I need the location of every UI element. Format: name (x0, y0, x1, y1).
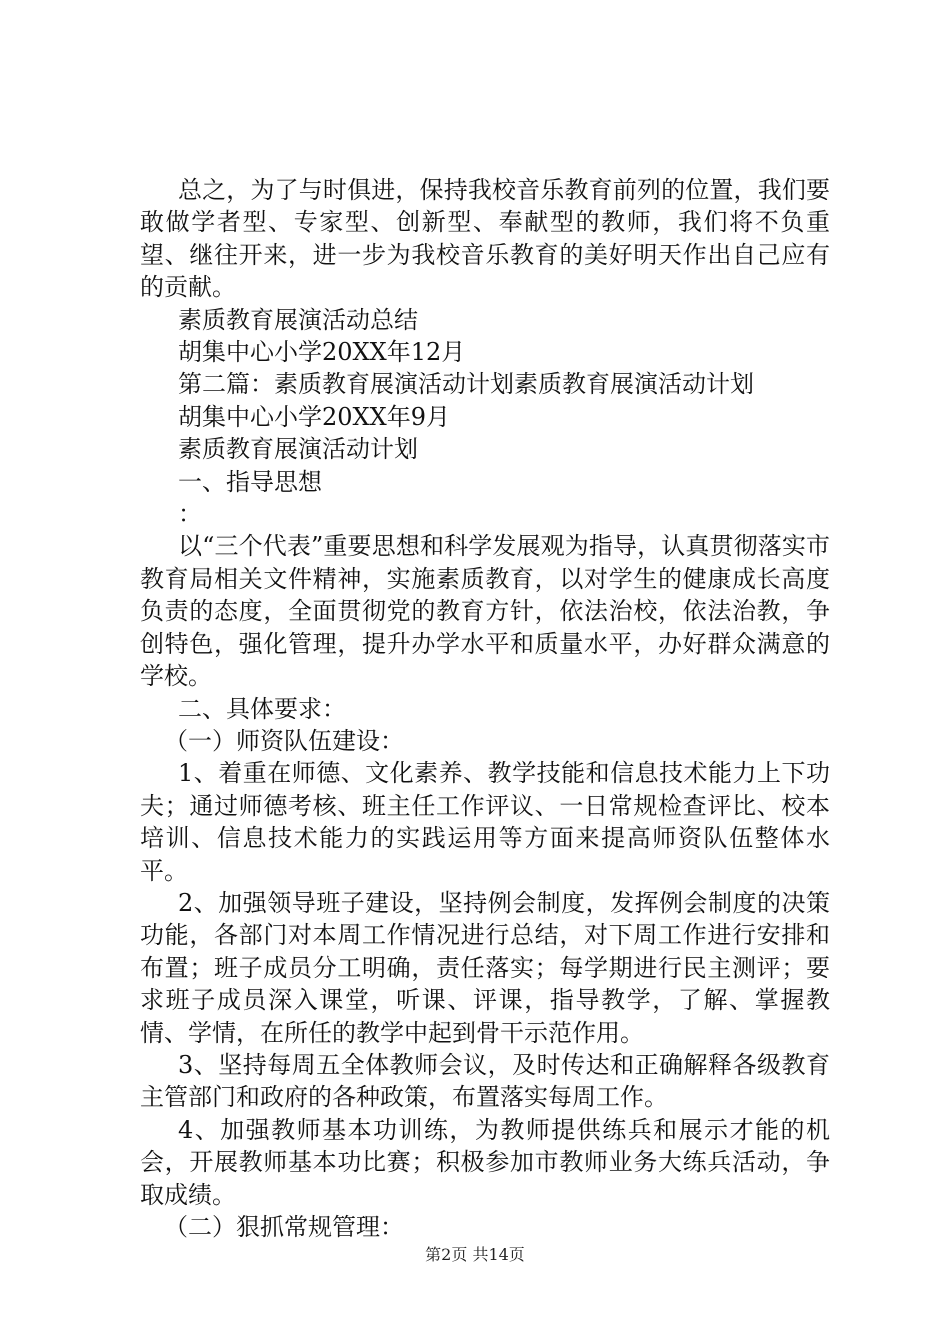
paragraph: 素质教育展演活动总结 (178, 305, 418, 334)
document-body (140, 174, 830, 1243)
paragraph: 以“三个代表”重要思想和科学发展观为指导，认真贯彻落实市教育局相关文件精神，实施素质教育，以对学生的健康成长高度负责的态度，全面贯彻党的教育方针，依法治校，依法治教，争创特色，强化管理，提升办学水平和质量水平，办好群众满意的学校。 (140, 532, 830, 691)
paragraph: （二）狠抓常规管理： (164, 1213, 404, 1241)
paragraph: 1、着重在师德、文化素养、教学技能和信息技术能力上下功夫；通过师德考核、班主任工作评议、一日常规检查评比、校本培训、信息技术能力的实践运用等方面来提高师资队伍整体水平。 (140, 759, 830, 885)
paragraph: 胡集中心小学20XX年9月 (178, 402, 450, 431)
paragraph: 胡集中心小学20XX年12月 (178, 338, 466, 367)
paragraph: 3、坚持每周五全体教师会议，及时传达和正确解释各级教育主管部门和政府的各种政策，布置落实每周工作。 (140, 1050, 830, 1112)
paragraph: 一、指导思想 (178, 467, 322, 496)
paragraph: 素质教育展演活动计划 (178, 435, 418, 464)
paragraph: （一）师资队伍建设： (164, 726, 404, 755)
paragraph: 4、加强教师基本功训练，为教师提供练兵和展示才能的机会，开展教师基本功比赛；积极参加市教师业务大练兵活动，争取成绩。 (140, 1115, 830, 1209)
paragraph: 2、加强领导班子建设，坚持例会制度，发挥例会制度的决策功能，各部门对本周工作情况进行总结，对下周工作进行安排和布置；班子成员分工明确，责任落实；每学期进行民主测评；要求班子成员深入课堂，听课、评课，指导教学，了解、掌握教情、学情，在所任的教学中起到骨干示范作用。 (140, 888, 830, 1047)
paragraph: 二、具体要求： (178, 694, 346, 723)
paragraph: 总之，为了与时俱进，保持我校音乐教育前列的位置，我们要敢做学者型、专家型、创新型、奉献型的教师，我们将不负重望、继往开来，进一步为我校音乐教育的美好明天作出自己应有的贡献。 (140, 176, 830, 302)
paragraph: 第二篇：素质教育展演活动计划素质教育展演活动计划 (178, 370, 754, 399)
paragraph: ： (178, 500, 202, 529)
page-footer: 第2页 共14页 (425, 1245, 525, 1264)
